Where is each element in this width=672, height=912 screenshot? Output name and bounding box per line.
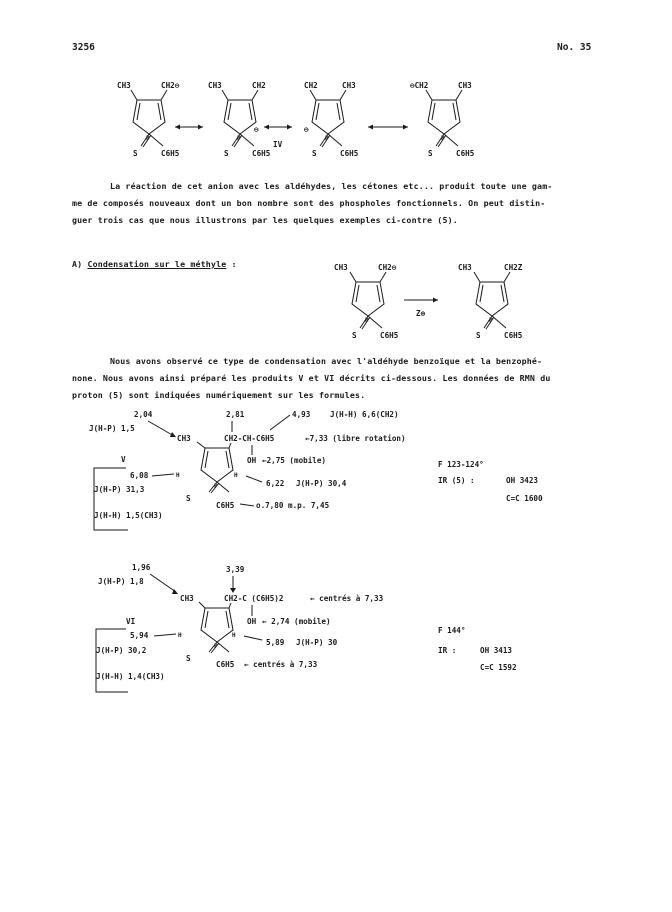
vi-s: S <box>186 654 191 663</box>
vi-j-hh-left: J(H-H) 1,4(CH3) <box>96 672 165 681</box>
vi-oh-shift: ← 2,74 (mobile) <box>262 617 331 626</box>
vi-p: P <box>214 643 218 650</box>
paragraph-2-line-3: proton (5) sont indiquées numériquement sur les formules. <box>72 390 366 400</box>
vi-ir-label: IR : <box>438 646 457 655</box>
res1-left-group: CH3 <box>117 81 131 90</box>
vi-ch2-shift: 3,39 <box>226 565 245 574</box>
v-ph-p-shift: o.7,80 m.p. 7,45 <box>256 501 330 510</box>
res2-p-charge: ⊖ <box>254 125 259 134</box>
v-j-hp-right: J(H-P) 30,4 <box>296 479 347 488</box>
vi-me-shift: 1,96 <box>132 563 151 572</box>
v-mp: F 123-124° <box>438 460 484 469</box>
res2-p: P <box>237 135 241 142</box>
v-ir-cc: C=C 1600 <box>506 494 543 503</box>
reactant-right-group: CH2⊖ <box>378 263 397 272</box>
section-a-title: Condensation sur le méthyle <box>87 259 227 269</box>
v-j-hh: J(H-H) 6,6(CH2) <box>330 410 399 419</box>
vi-h-right-marker: H <box>232 632 236 639</box>
section-a-marker: A) <box>72 259 83 269</box>
vi-ch3: CH3 <box>180 594 194 603</box>
vi-ph-p-shift: ← centrés à 7,33 <box>244 660 318 669</box>
issue-number: No. 35 <box>557 42 592 53</box>
res2-left-group: CH3 <box>208 81 222 90</box>
product-right-group: CH2Z <box>504 263 523 272</box>
res1-right-group: CH2⊖ <box>161 81 180 90</box>
v-ch2-shift: 2,81 <box>226 410 245 419</box>
paragraph-1-line-1: La réaction de cet anion avec les aldéhydes, les cétones etc... produit toute une gam- <box>110 181 553 191</box>
res4-s: S <box>428 149 433 158</box>
v-oh: OH <box>247 456 257 465</box>
res3-s: S <box>312 149 317 158</box>
res3-left-group: CH2 <box>304 81 318 90</box>
v-s: S <box>186 494 191 503</box>
v-ch-shift: 4,93 <box>292 410 311 419</box>
v-h-right-marker: H <box>234 472 238 479</box>
vi-j-hp-right: J(H-P) 30 <box>296 638 338 647</box>
res2-ph: C6H5 <box>252 149 271 158</box>
v-ir-oh: OH 3423 <box>506 476 539 485</box>
section-a-colon: : <box>231 259 237 269</box>
res1-ph: C6H5 <box>161 149 180 158</box>
v-oh-shift: ←2,75 (mobile) <box>262 456 327 465</box>
v-p: P <box>214 483 218 490</box>
vi-ring <box>199 602 233 653</box>
res4-right-group: CH3 <box>458 81 472 90</box>
v-j-hp-me: J(H-P) 1,5 <box>89 424 135 433</box>
res4-ph: C6H5 <box>456 149 475 158</box>
v-h-right-shift: 6,22 <box>266 479 285 488</box>
res3-p: P <box>325 135 329 142</box>
product-ph: C6H5 <box>504 331 523 340</box>
res2-s: S <box>224 149 229 158</box>
reactant-s: S <box>352 331 357 340</box>
vi-ir-oh: OH 3413 <box>480 646 513 655</box>
paragraph-2-line-1: Nous avons observé ce type de condensation avec l'aldéhyde benzoïque et la benzophé- <box>110 356 543 366</box>
resonance-label-iv: IV <box>273 140 283 149</box>
v-label: V <box>121 455 126 464</box>
paragraph-1-line-2: me de composés nouveaux dont un bon nombre sont des phospholes fonctionnels. On peut distin- <box>72 198 546 208</box>
vi-label: VI <box>126 617 136 626</box>
vi-ph-shift: ← centrés à 7,33 <box>310 594 384 603</box>
v-j-hh-left: J(H-H) 1,5(CH3) <box>94 511 163 520</box>
vi-oh: OH <box>247 617 257 626</box>
res4-left-group: ⊖CH2 <box>410 81 429 90</box>
vi-h-right-shift: 5,89 <box>266 638 285 647</box>
paragraph-2-line-2: none. Nous avons ainsi préparé les produits V et VI décrits ci-dessous. Les données de RMN du <box>72 373 551 383</box>
res4-p: P <box>441 135 445 142</box>
vi-j-hp-me: J(H-P) 1,8 <box>98 577 144 586</box>
res3-p-charge: ⊖ <box>304 125 309 134</box>
vi-mp: F 144° <box>438 626 466 635</box>
v-ir-label: IR (5) : <box>438 476 475 485</box>
v-ph-shift: ←7,33 (libre rotation) <box>305 434 406 443</box>
res3-right-group: CH3 <box>342 81 356 90</box>
v-j-hp-left: J(H-P) 31,3 <box>94 485 145 494</box>
page-number: 3256 <box>72 42 95 53</box>
v-h-left-shift: 6,08 <box>130 471 149 480</box>
product-p: P <box>489 317 493 324</box>
v-ch3: CH3 <box>177 434 191 443</box>
paragraph-1-line-3: guer trois cas que nous illustrons par les quelques exemples ci-contre (5). <box>72 215 458 225</box>
res2-right-group: CH2 <box>252 81 266 90</box>
vi-ir-cc: C=C 1592 <box>480 663 517 672</box>
v-chain: CH2-CH-C6H5 <box>224 434 275 443</box>
reactant-ph: C6H5 <box>380 331 399 340</box>
res1-s: S <box>133 149 138 158</box>
reactant-left-group: CH3 <box>334 263 348 272</box>
vi-j-hp-left: J(H-P) 30,2 <box>96 646 147 655</box>
v-h-left-marker: H <box>176 472 180 479</box>
product-left-group: CH3 <box>458 263 472 272</box>
vi-h-left-shift: 5,94 <box>130 631 149 640</box>
reactant-p: P <box>365 317 369 324</box>
res3-ph: C6H5 <box>340 149 359 158</box>
vi-ph: C6H5 <box>216 660 235 669</box>
vi-h-left-marker: H <box>178 632 182 639</box>
reagent-label: Z⊕ <box>416 309 426 318</box>
res1-p: P <box>146 135 150 142</box>
product-s: S <box>476 331 481 340</box>
v-me-shift: 2,04 <box>134 410 153 419</box>
v-ph: C6H5 <box>216 501 235 510</box>
vi-chain: CH2-C (C6H5)2 <box>224 594 284 603</box>
